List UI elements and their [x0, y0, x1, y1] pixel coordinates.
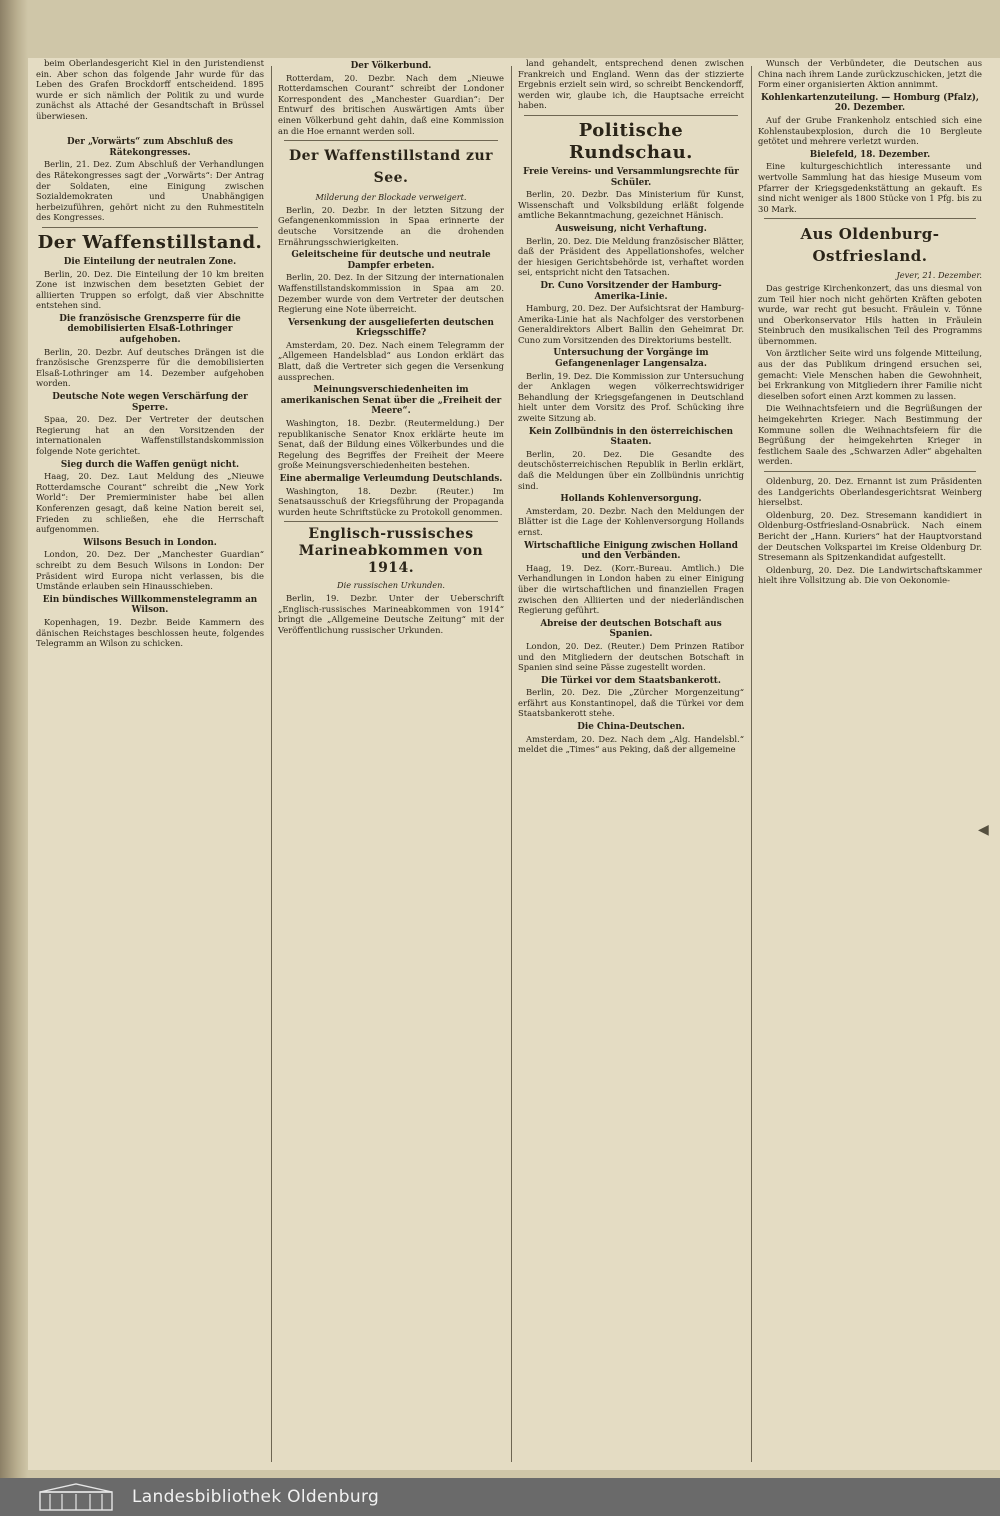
article-text-filler	[36, 124, 264, 135]
article-text: London, 20. Dez. (Reuter.) Dem Prinzen Ratibor und den Mitgliedern der deutschen Botschaft in Spanien sind seine Pässe zugestellt worden.	[518, 640, 744, 673]
article-heading: Die Einteilung der neutralen Zone.	[63, 256, 237, 267]
section-title: Der Waffenstillstand zur See.	[288, 148, 494, 187]
column-rule	[751, 66, 752, 1462]
article-text: Rotterdam, 20. Dezbr. Nach dem „Nieuwe Rotterdamschen Courant“ schreibt der Londoner Korrespondent des „Manchester Guardian“: Der Entwurf des britischen Auswärtigen Amts über einen Völkerbund geht dahin, daß eine Kommission an die Hoe ernannt werden soll.	[278, 72, 504, 136]
article-text: Amsterdam, 20. Dez. Nach dem „Alg. Handelsbl.“ meldet die „Times“ aus Peking, daß der allgemeine	[518, 733, 744, 755]
newspaper-page	[28, 58, 1000, 1470]
article-heading: Meinungsverschiedenheiten im amerikanischen Senat über die „Freiheit der Meere“.	[280, 385, 502, 417]
article-text: Wunsch der Verbündeter, die Deutschen aus China nach ihrem Lande zurückzuschicken, jetzt die Form einer organisierten Aktion annimmt.	[758, 58, 982, 90]
article-heading: Geleitscheine für deutsche und neutrale Dampfer erbeten.	[291, 250, 491, 271]
article-heading: Ausweisung, nicht Verhaftung.	[555, 223, 707, 234]
article-text: Berlin, 19. Dez. Die Kommission zur Untersuchung der Anklagen wegen völkerrechtswidriger Behandlung der Kriegsgefangenen in Deutschland hielt unter dem Vorsitz des Prof. Schücking ihre zweite Sitzung ab.	[518, 370, 744, 424]
article-text: Haag, 20. Dez. Laut Meldung des „Nieuwe Rotterdamsche Courant“ schreibt die „New York World“: Der Premierminister habe bei allen Konferenzen gesagt, daß keine Nation bereit sei, Frieden zu schließen, ehe die Herrschaft aufgenommen.	[36, 471, 264, 535]
article-text: Von ärztlicher Seite wird uns folgende Mitteilung, aus der das Publikum dringend ersuchen sei, gemacht: Viele Menschen haben die Gewohnheit, bei Erkrankung von Mitgliedern ihrer Familie nicht dieselben sofort einen Arzt kommen zu lassen.	[758, 348, 982, 401]
article-text: Das gestrige Kirchenkonzert, das uns diesmal von zum Teil hier noch nicht gehörten Kräften geboten wurde, war recht gut besucht. Fräulein v. Tönne und Oberkonservator Hils hatten in Fräulein Steinbruch den musikalischen Teil des Programms übernommen.	[758, 282, 982, 346]
article-text: Berlin, 20. Dezbr. In der letzten Sitzung der Gefangenenkommission in Spaa erinnerte der deutsche Vorsitzende an die drohenden Ernährungsschwierigkeiten.	[278, 204, 504, 247]
section-title: Der Waffenstillstand.	[37, 231, 263, 253]
article-text: Haag, 19. Dez. (Korr.-Bureau. Amtlich.) Die Verhandlungen in London haben zu einer Einigung über die wirtschaftlichen und finanziellen Fragen zwischen den Alliierten und der niederländischen Regierung geführt.	[518, 562, 744, 616]
article-heading: Bielefeld, 18. Dezember.	[809, 149, 931, 160]
article-heading: Der „Vorwärts“ zum Abschluß des Rätekongresses.	[67, 137, 233, 158]
article-text: Oldenburg, 20. Dez. Die Landwirtschaftskammer hielt ihre Vollsitzung ab. Die von Oekonomie-	[758, 564, 982, 586]
article-heading: Eine abermalige Verleumdung Deutschlands.	[279, 474, 503, 484]
column-4	[758, 58, 982, 1470]
library-name: Landesbibliothek Oldenburg	[132, 1487, 380, 1507]
article-text: Spaa, 20. Dez. Der Vertreter der deutschen Regierung hat an den Vorsitzenden der internationalen Waffenstillstandskommission folgende Note gerichtet.	[36, 414, 264, 456]
section-title: Englisch-russisches Marineabkommen von 1914.	[298, 526, 484, 577]
section-title: Aus Oldenburg-Ostfriesland.	[800, 225, 940, 266]
article-text: Berlin, 20. Dez. Die Meldung französischer Blätter, daß der Präsident des Appellationshofes, welcher der hiesigen Gerichtsbehörde ist, verhaftet worden sei, entspricht nicht den Tatsachen.	[518, 235, 744, 278]
article-text: Berlin, 19. Dezbr. Unter der Ueberschrift „Englisch-russisches Marineabkommen von 1914“ bringt die „Allgemeine Deutsche Zeitung“ mit der Veröffentlichung russischer Urkunden.	[278, 592, 504, 635]
library-footer	[0, 1478, 1000, 1516]
article-text: land gehandelt, entsprechend denen zwischen Frankreich und England. Wenn das der stizzierte Ergebnis erzielt sein wird, so schreibt Benckendorff, werden wir, glaube ich, die Hauptsache erreicht haben.	[518, 58, 744, 111]
article-heading: Wilsons Besuch in London.	[83, 537, 217, 548]
article-heading: Sieg durch die Waffen genügt nicht.	[60, 459, 240, 470]
section-title: Politische Rundschau.	[569, 119, 693, 163]
article-text: Auf der Grube Frankenholz entschied sich eine Kohlenstaubexplosion, durch die 10 Bergleute getötet und mehrere verletzt wurden.	[758, 114, 982, 147]
article-heading: Kohlenkartenzuteilung. — Homburg (Pfalz), 20. Dezember.	[761, 92, 979, 114]
divider	[284, 521, 498, 522]
article-heading: Der Völkerbund.	[350, 61, 432, 71]
article-heading: Dr. Cuno Vorsitzender der Hamburg-Amerika-Linie.	[540, 280, 722, 302]
article-subheading: Die russischen Urkunden.	[337, 580, 445, 591]
column-rule	[511, 66, 512, 1462]
article-text: Berlin, 20. Dezbr. Das Ministerium für Kunst, Wissenschaft und Volksbildung erläßt folgende amtliche Bekanntmachung, gezeichnet Hänisch.	[518, 189, 744, 221]
article-text: Hamburg, 20. Dez. Der Aufsichtsrat der Hamburg-Amerika-Linie hat als Nachfolger des verstorbenen Generaldirektors Albert Ballin den Geheimrat Dr. Cuno zum Vorsitzenden des Direktoriums bestellt.	[518, 303, 744, 345]
divider	[764, 471, 976, 472]
article-heading: Kein Zollbündnis in den österreichischen Staaten.	[528, 426, 734, 448]
article-text: Eine kulturgeschichtlich interessante und wertvolle Sammlung hat das hiesige Museum vom Pfarrer der Kriegsgedenkstättung an gekauft. Es sind nicht weniger als 1800 Stücke von 1 Pfg. bis zu 30 Mark.	[758, 161, 982, 214]
article-heading: Die französische Grenzsperre für die demobilisierten Elsaß-Lothringer aufgehoben.	[59, 313, 241, 346]
library-building-icon	[36, 1482, 116, 1512]
article-heading: Hollands Kohlenversorgung.	[560, 494, 702, 505]
article-text: Die Weihnachtsfeiern und die Begrüßungen der heimgekehrten Krieger. Nach Bestimmung der Kommune sollen die Weihnachtsfeiern für die Begrüßung der heimgekehrten Krieger in festlichem Saale des „Schwarzen Adler“ abgehalten werden.	[758, 403, 982, 467]
divider	[284, 140, 498, 141]
article-text: Berlin, 20. Dez. Die Einteilung der 10 km breiten Zone ist inzwischen dem besetzten Gebiet der alliierten Truppen so erfolgt, daß vier Abschnitte entstehen sind.	[36, 268, 264, 311]
article-heading: Die Türkei vor dem Staatsbankerott.	[541, 675, 721, 686]
divider	[764, 218, 976, 219]
column-2	[278, 58, 504, 1470]
article-heading: Wirtschaftliche Einigung zwischen Holland und den Verbänden.	[524, 540, 738, 562]
article-subheading: Milderung der Blockade verweigert.	[315, 192, 467, 203]
article-heading: Freie Vereins- und Versammlungsrechte für Schüler.	[523, 166, 739, 188]
article-text: Amsterdam, 20. Dezbr. Nach den Meldungen der Blätter ist die Lage der Kohlenversorgung Hollands ernst.	[518, 505, 744, 537]
article-text: London, 20. Dez. Der „Manchester Guardian“ schreibt zu dem Besuch Wilsons in London: Der Präsident wird Europa nicht verlassen, bis die Umstände erlauben sein Hinausschieben.	[36, 549, 264, 592]
article-heading: Versenkung der ausgelieferten deutschen Kriegsschiffe?	[288, 317, 494, 339]
dateline: Jever, 21. Dezember.	[896, 270, 982, 281]
column-1	[36, 58, 264, 1470]
article-heading: Ein bündisches Willkommenstelegramm an Wilson.	[42, 594, 258, 616]
page-marker-arrow-icon: ◀	[978, 822, 989, 838]
article-text: Berlin, 20. Dez. Die „Zürcher Morgenzeitung“ erfährt aus Konstantinopel, daß die Türkei vor dem Staatsbankerott stehe.	[518, 687, 744, 719]
article-text: Berlin, 20. Dezbr. Auf deutsches Drängen ist die französische Grenzsperre für die demobilisierten Elsaß-Lothringer am 14. Dezember aufgehoben worden.	[36, 346, 264, 389]
article-text: Washington, 18. Dezbr. (Reutermeldung.) Der republikanische Senator Knox erklärte heute im Senat, daß der Bildung eines Völkerbundes und die Regelung des Begriffes der Freiheit der Meere große Meinungsverschiedenheiten bestehen.	[278, 418, 504, 471]
article-text: Kopenhagen, 19. Dezbr. Beide Kammern des dänischen Reichstages beschlossen heute, folgendes Telegramm an Wilson zu schicken.	[36, 616, 264, 649]
article-text: Washington, 18. Dezbr. (Reuter.) Im Senatsausschuß der Kriegsführung der Propaganda wurden heute Schriftstücke zu Protokoll genommen.	[278, 485, 504, 517]
article-heading: Untersuchung der Vorgänge im Gefangenenlager Langensalza.	[553, 348, 709, 370]
column-3	[518, 58, 744, 1470]
article-text: Berlin, 20. Dez. In der Sitzung der internationalen Waffenstillstandskommission in Spaa am 20. Dezember wurde von dem Vertreter der deutschen Regierung eine Note überreicht.	[278, 272, 504, 315]
article-text: Oldenburg, 20. Dez. Ernannt ist zum Präsidenten des Landgerichts Oberlandesgerichtsrat Weinberg hierselbst.	[758, 476, 982, 508]
article-heading: Deutsche Note wegen Verschärfung der Sperre.	[52, 392, 248, 413]
article-text: Oldenburg, 20. Dez. Stresemann kandidiert in Oldenburg-Ostfriesland-Osnabrück. Nach einem Bericht der „Hann. Kuriers“ hat der Hauptvorstand der Deutschen Volkspartei im Kreise Oldenburg Dr. Stresemann als Spitzenkandidat aufgestellt.	[758, 509, 982, 563]
column-rule	[271, 66, 272, 1462]
book-binding	[0, 0, 28, 1516]
article-heading: Die China-Deutschen.	[577, 722, 685, 733]
article-text: Berlin, 20. Dez. Die Gesandte des deutschösterreichischen Republik in Berlin erklärt, daß die Meldungen über ein Zollbündnis unrichtig sind.	[518, 448, 744, 491]
article-text: Berlin, 21. Dez. Zum Abschluß der Verhandlungen des Rätekongresses sagt der „Vorwärts“: Der Antrag der Soldaten, eine Einigung zwischen Sozialdemokraten und Unabhängigen herbeizuführen, gehört nicht zu den Ruhmestiteln des Kongresses.	[36, 159, 264, 223]
divider	[42, 227, 258, 228]
article-text: Amsterdam, 20. Dez. Nach einem Telegramm der „Allgemeen Handelsblad“ aus London erklärt das Blatt, daß die Vertreter sich gegen die Versenkung aussprechen.	[278, 339, 504, 382]
article-heading: Abreise der deutschen Botschaft aus Spanien.	[540, 618, 722, 640]
article-text: beim Oberlandesgericht Kiel in den Juristendienst ein. Aber schon das folgende Jahr wurde für das Leben des Grafen Brockdorff entscheidend. 1895 wurde er sich nämlich der Politik zu und wurde zunächst als Attaché der Gesandtschaft in Brüssel überwiesen.	[36, 58, 264, 121]
divider	[524, 115, 738, 116]
